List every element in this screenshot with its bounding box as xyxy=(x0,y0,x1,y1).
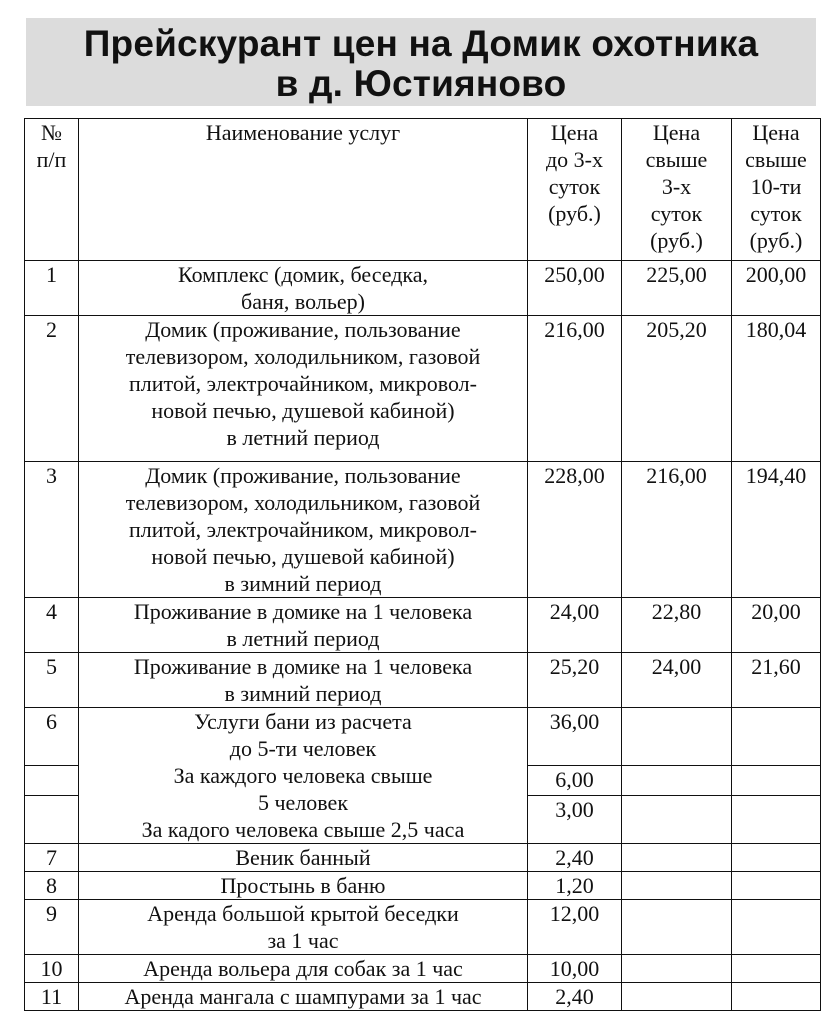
row-name: Аренда вольера для собак за 1 час xyxy=(79,955,528,983)
row-price-2 xyxy=(622,766,732,796)
row-price-1: 10,00 xyxy=(528,955,622,983)
table-row xyxy=(25,316,821,462)
header-price-3: Цена свыше 10-ти суток (руб.) xyxy=(732,119,821,261)
row-price-2 xyxy=(622,872,732,900)
row-price-1: 25,20 xyxy=(528,653,622,708)
row-price-1: 6,00 xyxy=(528,766,622,796)
header-num: № п/п xyxy=(25,119,79,261)
table-row xyxy=(25,844,821,872)
row-name: Веник банный xyxy=(79,844,528,872)
row-num: 1 xyxy=(25,261,79,316)
table-row xyxy=(25,983,821,1011)
row-price-2 xyxy=(622,708,732,766)
row-price-1: 24,00 xyxy=(528,598,622,653)
row-price-2: 24,00 xyxy=(622,653,732,708)
row-price-3 xyxy=(732,983,821,1011)
row-price-3 xyxy=(732,955,821,983)
row-price-1: 250,00 xyxy=(528,261,622,316)
row-price-1: 3,00 xyxy=(528,796,622,844)
row-num: 7 xyxy=(25,844,79,872)
row-price-1: 2,40 xyxy=(528,983,622,1011)
title-banner xyxy=(26,18,816,106)
row-price-2 xyxy=(622,900,732,955)
row-num: 2 xyxy=(25,316,79,462)
row-price-1: 2,40 xyxy=(528,844,622,872)
row-name: Простынь в баню xyxy=(79,872,528,900)
row-price-2 xyxy=(622,796,732,844)
row-num: 4 xyxy=(25,598,79,653)
row-price-3 xyxy=(732,708,821,766)
table-row xyxy=(25,708,821,766)
row-price-1: 12,00 xyxy=(528,900,622,955)
row-price-3 xyxy=(732,844,821,872)
row-num: 5 xyxy=(25,653,79,708)
row-num: 8 xyxy=(25,872,79,900)
row-price-1: 228,00 xyxy=(528,462,622,598)
row-price-3: 21,60 xyxy=(732,653,821,708)
row-num xyxy=(25,766,79,796)
row-price-1: 216,00 xyxy=(528,316,622,462)
row-price-2 xyxy=(622,983,732,1011)
row-price-3 xyxy=(732,796,821,844)
row-name: Аренда мангала с шампурами за 1 час xyxy=(79,983,528,1011)
row-num: 10 xyxy=(25,955,79,983)
row-price-3: 194,40 xyxy=(732,462,821,598)
row-num: 3 xyxy=(25,462,79,598)
row-num: 6 xyxy=(25,708,79,766)
page-title-line2: в д. Юстияново xyxy=(275,63,567,104)
row-price-3: 200,00 xyxy=(732,261,821,316)
row-price-1: 36,00 xyxy=(528,708,622,766)
table-row xyxy=(25,598,821,653)
row-price-1: 1,20 xyxy=(528,872,622,900)
table-row xyxy=(25,462,821,598)
row-name: Проживание в домике на 1 человека в летний период xyxy=(79,598,528,653)
row-price-3: 20,00 xyxy=(732,598,821,653)
row-num: 11 xyxy=(25,983,79,1011)
row-price-2: 22,80 xyxy=(622,598,732,653)
header-price-2: Цена свыше 3-х суток (руб.) xyxy=(622,119,732,261)
row-num xyxy=(25,796,79,844)
row-name: Комплекс (домик, беседка, баня, вольер) xyxy=(79,261,528,316)
row-name: Аренда большой крытой беседки за 1 час xyxy=(79,900,528,955)
row-name: Домик (проживание, пользование телевизором, холодильником, газовой плитой, электрочайником, микровол- новой печью, душевой кабиной) в летний период xyxy=(79,316,528,462)
price-table xyxy=(24,118,821,1011)
table-row xyxy=(25,900,821,955)
header-name: Наименование услуг xyxy=(79,119,528,261)
row-price-2: 225,00 xyxy=(622,261,732,316)
row-price-3 xyxy=(732,900,821,955)
table-row xyxy=(25,653,821,708)
header-price-1: Цена до 3-х суток (руб.) xyxy=(528,119,622,261)
page-title-line1: Прейскурант цен на Домик охотника xyxy=(83,23,759,64)
row-price-2: 205,20 xyxy=(622,316,732,462)
row-price-2 xyxy=(622,955,732,983)
row-name: Домик (проживание, пользование телевизором, холодильником, газовой плитой, электрочайником, микровол- новой печью, душевой кабиной) в зимний период xyxy=(79,462,528,598)
row-price-2: 216,00 xyxy=(622,462,732,598)
table-row xyxy=(25,872,821,900)
table-row xyxy=(25,955,821,983)
row-name: Услуги бани из расчета до 5-ти человек За каждого человека свыше 5 человек За кадого человека свыше 2,5 часа xyxy=(79,708,528,844)
table-row xyxy=(25,261,821,316)
row-price-3 xyxy=(732,872,821,900)
row-price-2 xyxy=(622,844,732,872)
row-price-3: 180,04 xyxy=(732,316,821,462)
row-name: Проживание в домике на 1 человека в зимний период xyxy=(79,653,528,708)
row-price-3 xyxy=(732,766,821,796)
table-header-row xyxy=(25,119,821,261)
row-num: 9 xyxy=(25,900,79,955)
